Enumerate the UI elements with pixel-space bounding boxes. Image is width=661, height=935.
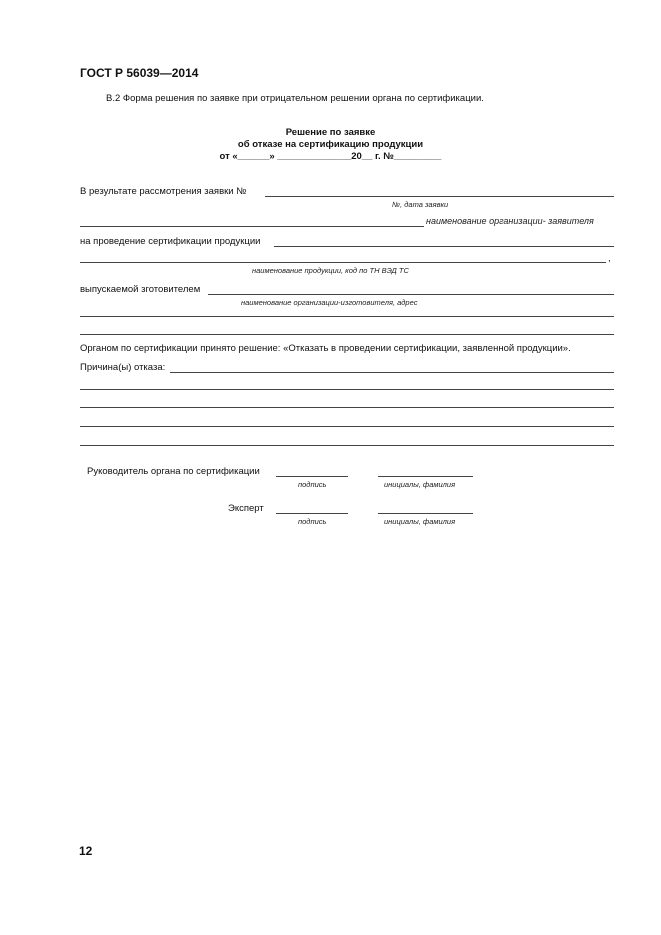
intro-text: В.2 Форма решения по заявке при отрицательном решении органа по сертификации. — [106, 93, 484, 104]
reason-label: Причина(ы) отказа: — [80, 362, 166, 373]
head-name-hint: инициалы, фамилия — [384, 480, 456, 489]
certification-label: на проведение сертификации продукции — [80, 236, 261, 247]
application-hint: №, дата заявки — [392, 200, 449, 209]
expert-label: Эксперт — [228, 503, 264, 514]
applicant-hint: наименование организации- заявителя — [426, 216, 594, 226]
applicant-field-line[interactable] — [80, 226, 424, 227]
decision-text: Органом по сертификации принято решение: «Отказать в проведении сертификации, заявленной продукции». — [80, 343, 571, 354]
form-title-line3: от «______» ______________20__ г. №_________ — [219, 151, 442, 162]
manufacturer-field-line[interactable] — [208, 294, 614, 295]
expert-signature-line[interactable] — [276, 513, 348, 514]
form-title-line1: Решение по заявке — [285, 127, 376, 138]
reason-line-4[interactable] — [80, 445, 614, 446]
product-field-line[interactable] — [80, 262, 606, 263]
expert-name-hint: инициалы, фамилия — [384, 517, 456, 526]
application-field-line[interactable] — [265, 196, 614, 197]
standard-id: ГОСТ Р 56039—2014 — [80, 66, 199, 80]
product-comma: , — [608, 253, 611, 264]
head-label: Руководитель органа по сертификации — [87, 466, 260, 477]
blank-line-1[interactable] — [80, 316, 614, 317]
head-signature-hint: подпись — [298, 480, 327, 489]
head-name-line[interactable] — [378, 476, 473, 477]
page-number: 12 — [79, 844, 93, 858]
reason-line-3[interactable] — [80, 426, 614, 427]
application-label: В результате рассмотрения заявки № — [80, 186, 247, 197]
expert-name-line[interactable] — [378, 513, 473, 514]
manufacturer-label: выпускаемой зготовителем — [80, 284, 201, 295]
reason-line-2[interactable] — [80, 407, 614, 408]
head-signature-line[interactable] — [276, 476, 348, 477]
form-title-line2: об отказе на сертификацию продукции — [237, 139, 424, 150]
reason-field-line[interactable] — [170, 372, 614, 373]
blank-line-2[interactable] — [80, 334, 614, 335]
expert-signature-hint: подпись — [298, 517, 327, 526]
certification-field-line[interactable] — [274, 246, 614, 247]
manufacturer-hint: наименование организации-изготовителя, адрес — [241, 298, 418, 307]
product-hint: наименование продукции, код по ТН ВЭД ТС — [252, 266, 409, 275]
reason-line-1[interactable] — [80, 389, 614, 390]
